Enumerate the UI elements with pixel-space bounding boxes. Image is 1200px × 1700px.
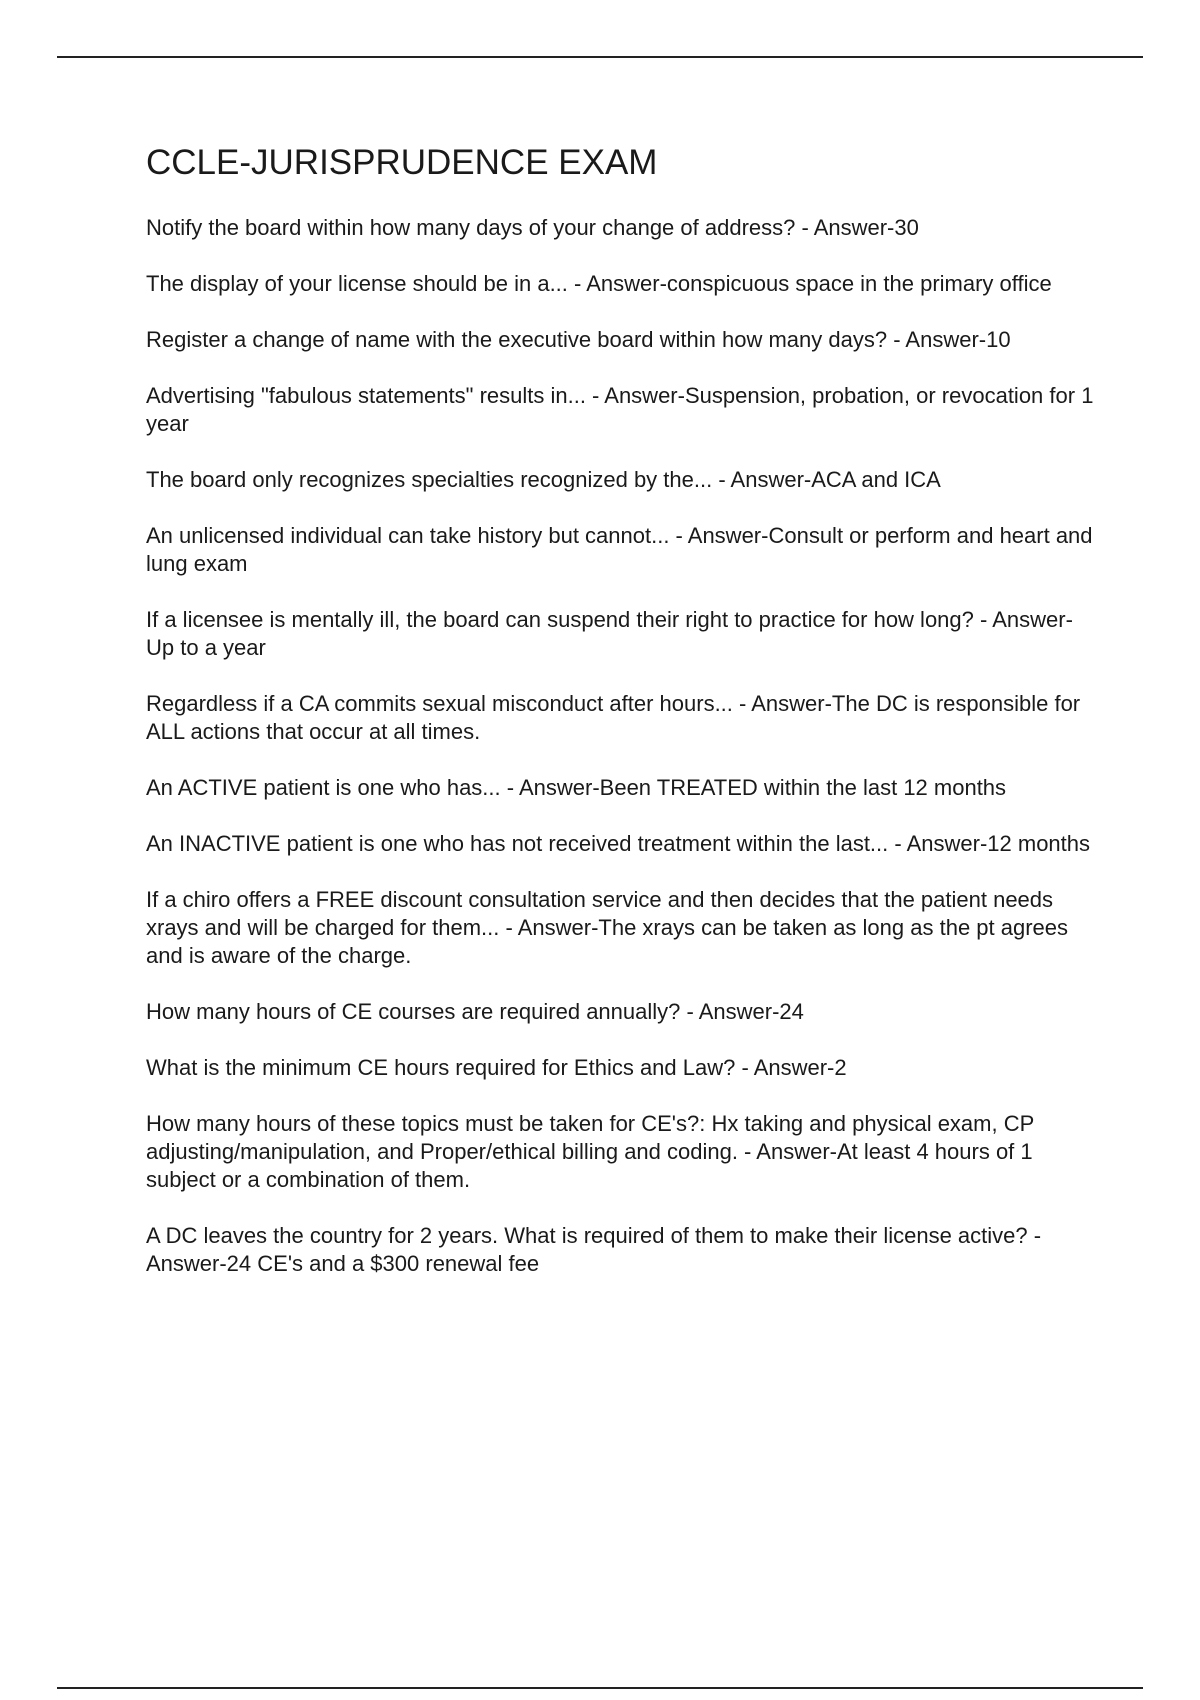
question-answer-list xyxy=(146,214,1096,1278)
top-divider xyxy=(57,56,1143,58)
qa-item: An unlicensed individual can take history but cannot... - Answer-Consult or perform and heart and lung exam xyxy=(146,523,1093,576)
qa-item: Advertising "fabulous statements" results in... - Answer-Suspension, probation, or revocation for 1 year xyxy=(146,383,1094,436)
qa-item: The board only recognizes specialties recognized by the... - Answer-ACA and ICA xyxy=(146,467,941,492)
qa-item: If a licensee is mentally ill, the board can suspend their right to practice for how long? - Answer-Up to a year xyxy=(146,607,1073,660)
bottom-divider xyxy=(57,1687,1143,1689)
qa-item: An INACTIVE patient is one who has not received treatment within the last... - Answer-12 months xyxy=(146,831,1091,856)
qa-item: What is the minimum CE hours required for Ethics and Law? - Answer-2 xyxy=(146,1055,847,1080)
qa-item: How many hours of these topics must be taken for CE's?: Hx taking and physical exam, CP adjusting/manipulation, and Proper/ethical billing and coding. - Answer-At least 4 hours of 1 subject or a combination of them. xyxy=(146,1111,1034,1192)
document-title: CCLE-JURISPRUDENCE EXAM xyxy=(146,143,658,182)
qa-item: Regardless if a CA commits sexual misconduct after hours... - Answer-The DC is responsible for ALL actions that occur at all times. xyxy=(146,691,1081,744)
qa-item: Notify the board within how many days of your change of address? - Answer-30 xyxy=(146,215,919,240)
qa-item: Register a change of name with the executive board within how many days? - Answer-10 xyxy=(146,327,1011,352)
qa-item: The display of your license should be in a... - Answer-conspicuous space in the primary office xyxy=(146,271,1052,296)
document-body xyxy=(146,142,1096,1306)
qa-item: An ACTIVE patient is one who has... - Answer-Been TREATED within the last 12 months xyxy=(146,775,1007,800)
qa-item: How many hours of CE courses are required annually? - Answer-24 xyxy=(146,999,804,1024)
qa-item: If a chiro offers a FREE discount consultation service and then decides that the patient needs xrays and will be charged for them... - Answer-The xrays can be taken as long as the pt agrees and is aware of the charge. xyxy=(146,887,1069,968)
qa-item: A DC leaves the country for 2 years. What is required of them to make their license active? - Answer-24 CE's and a $300 renewal fee xyxy=(146,1223,1042,1276)
